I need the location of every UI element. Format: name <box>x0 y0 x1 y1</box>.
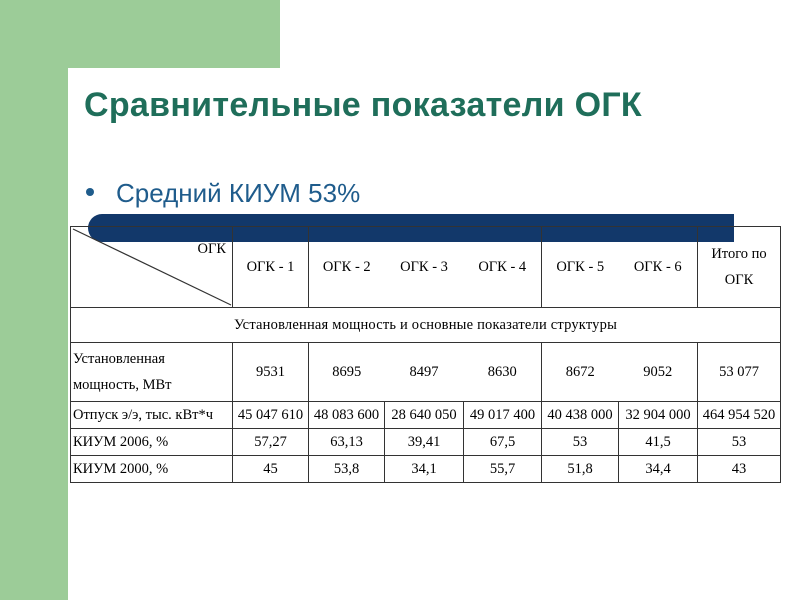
table-cell: 63,13 <box>309 429 385 456</box>
column-header-ogk1: ОГК - 1 <box>233 227 309 308</box>
row-label: Отпуск э/э, тыс. кВт*ч <box>71 402 233 429</box>
table-cell: 45 047 610 <box>233 402 309 429</box>
decor-green-left <box>0 0 68 600</box>
table-cell-total: 464 954 520 <box>698 402 781 429</box>
diagonal-divider <box>71 227 233 307</box>
table-cell: 53,8 <box>309 456 385 483</box>
table-cell: 8497 <box>385 343 464 402</box>
table-cell: 34,4 <box>619 456 698 483</box>
table-cell: 49 017 400 <box>464 402 542 429</box>
table-row <box>71 456 781 483</box>
table-cell: 34,1 <box>385 456 464 483</box>
table-cell: 8630 <box>464 343 542 402</box>
bullet-text: Средний КИУМ 53% <box>116 178 361 208</box>
row-label: КИУМ 2000, % <box>71 456 233 483</box>
table-cell: 51,8 <box>542 456 619 483</box>
table-cell: 28 640 050 <box>385 402 464 429</box>
table-cell: 53 <box>542 429 619 456</box>
table-cell: 39,41 <box>385 429 464 456</box>
section-title-cell: Установленная мощность и основные показатели структуры <box>71 308 781 343</box>
table-cell-total: 53 077 <box>698 343 781 402</box>
row-label: Установленная мощность, МВт <box>71 343 233 402</box>
table-cell: 41,5 <box>619 429 698 456</box>
table-header-row <box>71 227 781 308</box>
bullet-item <box>86 178 360 209</box>
column-header-total: Итого по ОГК <box>698 227 781 308</box>
table-cell: 45 <box>233 456 309 483</box>
corner-header-label: ОГК <box>197 241 226 257</box>
bullet-dot-icon <box>86 188 94 196</box>
column-header-ogk2: ОГК - 2 <box>309 227 385 308</box>
table-cell-total: 53 <box>698 429 781 456</box>
table-cell: 40 438 000 <box>542 402 619 429</box>
table-section-row <box>71 308 781 343</box>
table-cell-total: 43 <box>698 456 781 483</box>
table-cell: 8672 <box>542 343 619 402</box>
comparison-table <box>70 226 781 483</box>
table-cell: 9052 <box>619 343 698 402</box>
column-header-ogk3: ОГК - 3 <box>385 227 464 308</box>
table-row <box>71 343 781 402</box>
slide-title: Сравнительные показатели ОГК <box>84 86 642 124</box>
row-label: КИУМ 2006, % <box>71 429 233 456</box>
table-cell: 67,5 <box>464 429 542 456</box>
table-cell: 55,7 <box>464 456 542 483</box>
comparison-table-container <box>70 226 780 483</box>
table-cell: 32 904 000 <box>619 402 698 429</box>
table-row <box>71 402 781 429</box>
table-cell: 57,27 <box>233 429 309 456</box>
table-cell: 9531 <box>233 343 309 402</box>
corner-header-cell <box>71 227 233 308</box>
column-header-ogk6: ОГК - 6 <box>619 227 698 308</box>
column-header-ogk5: ОГК - 5 <box>542 227 619 308</box>
column-header-ogk4: ОГК - 4 <box>464 227 542 308</box>
table-cell: 8695 <box>309 343 385 402</box>
table-row <box>71 429 781 456</box>
table-cell: 48 083 600 <box>309 402 385 429</box>
